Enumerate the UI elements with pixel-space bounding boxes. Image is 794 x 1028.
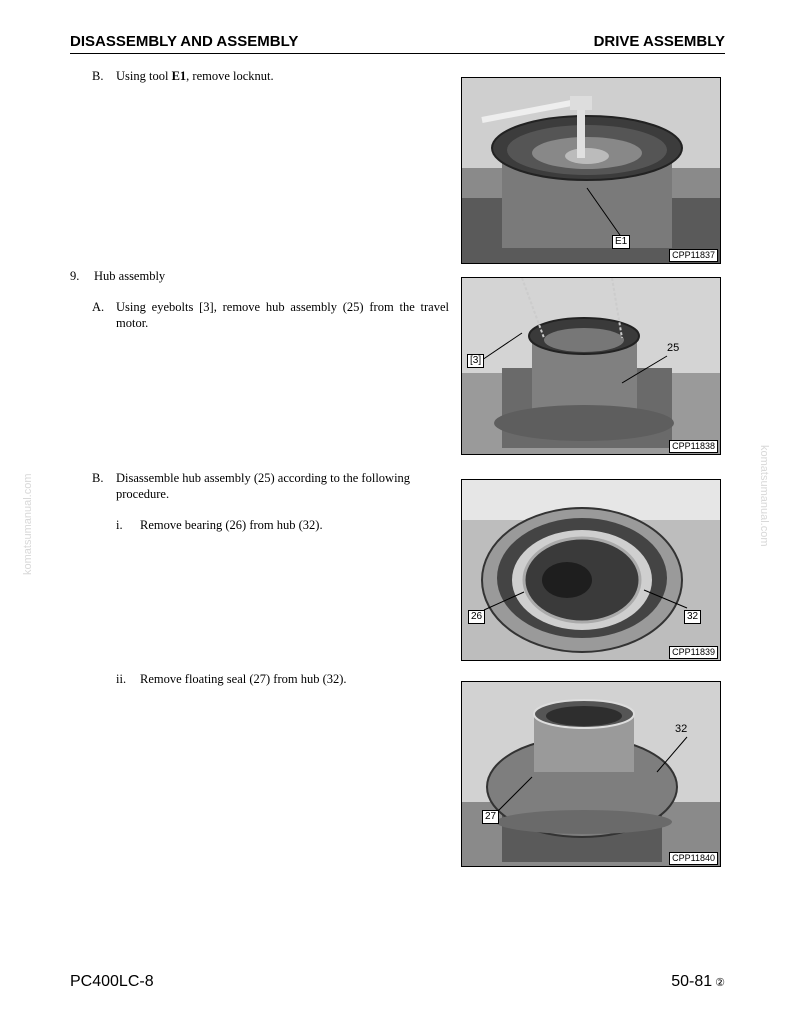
tool-code: E1 — [171, 69, 187, 83]
step-number: B. — [92, 69, 104, 83]
callout-hub: 32 — [684, 610, 701, 624]
chapter-title: DRIVE ASSEMBLY — [593, 33, 725, 50]
figure-locknut-removal — [461, 77, 721, 264]
watermark-left: komatsumanual.com — [22, 473, 34, 575]
step-number: A. — [92, 300, 105, 314]
step-text: Using tool E1, remove locknut. — [116, 69, 274, 83]
photo-bearing-removal — [462, 480, 720, 660]
step-text: Using eyebolts [3], remove hub assembly (25) from the travel motor. — [116, 300, 449, 330]
figure-floating-seal-removal — [461, 681, 721, 867]
figure-code: CPP11839 — [669, 646, 718, 659]
model-number: PC400LC-8 — [70, 973, 154, 990]
callout-e1: E1 — [612, 235, 630, 249]
figure-bearing-removal — [461, 479, 721, 661]
photo-floating-seal-removal — [462, 682, 720, 866]
page-number: 50-81 ② — [671, 973, 725, 990]
step-number: i. — [116, 518, 123, 532]
callout-eyebolt: [3] — [467, 354, 484, 368]
figure-hub-lift — [461, 277, 721, 455]
photo-hub-lift — [462, 278, 720, 454]
figure-code: CPP11840 — [669, 852, 718, 865]
callout-floating-seal: 27 — [482, 810, 499, 824]
callout-hub-assembly: 25 — [667, 342, 680, 354]
step-number: B. — [92, 471, 104, 485]
figure-code: CPP11838 — [669, 440, 718, 453]
photo-locknut-removal — [462, 78, 720, 263]
revision-mark: ② — [715, 977, 725, 989]
step-number: ii. — [116, 672, 127, 686]
section-title: DISASSEMBLY AND ASSEMBLY — [70, 33, 299, 50]
step-text: Remove bearing (26) from hub (32). — [140, 518, 323, 532]
step-text: Hub assembly — [94, 269, 166, 283]
step-text: Remove floating seal (27) from hub (32). — [140, 672, 347, 686]
step-number: 9. — [70, 269, 80, 283]
callout-bearing: 26 — [468, 610, 485, 624]
page-header — [70, 33, 725, 54]
step-text: Disassemble hub assembly (25) according to the following procedure. — [116, 471, 411, 501]
watermark-right: komatsumanual.com — [758, 445, 770, 547]
figure-code: CPP11837 — [669, 249, 718, 262]
callout-hub: 32 — [675, 723, 688, 735]
